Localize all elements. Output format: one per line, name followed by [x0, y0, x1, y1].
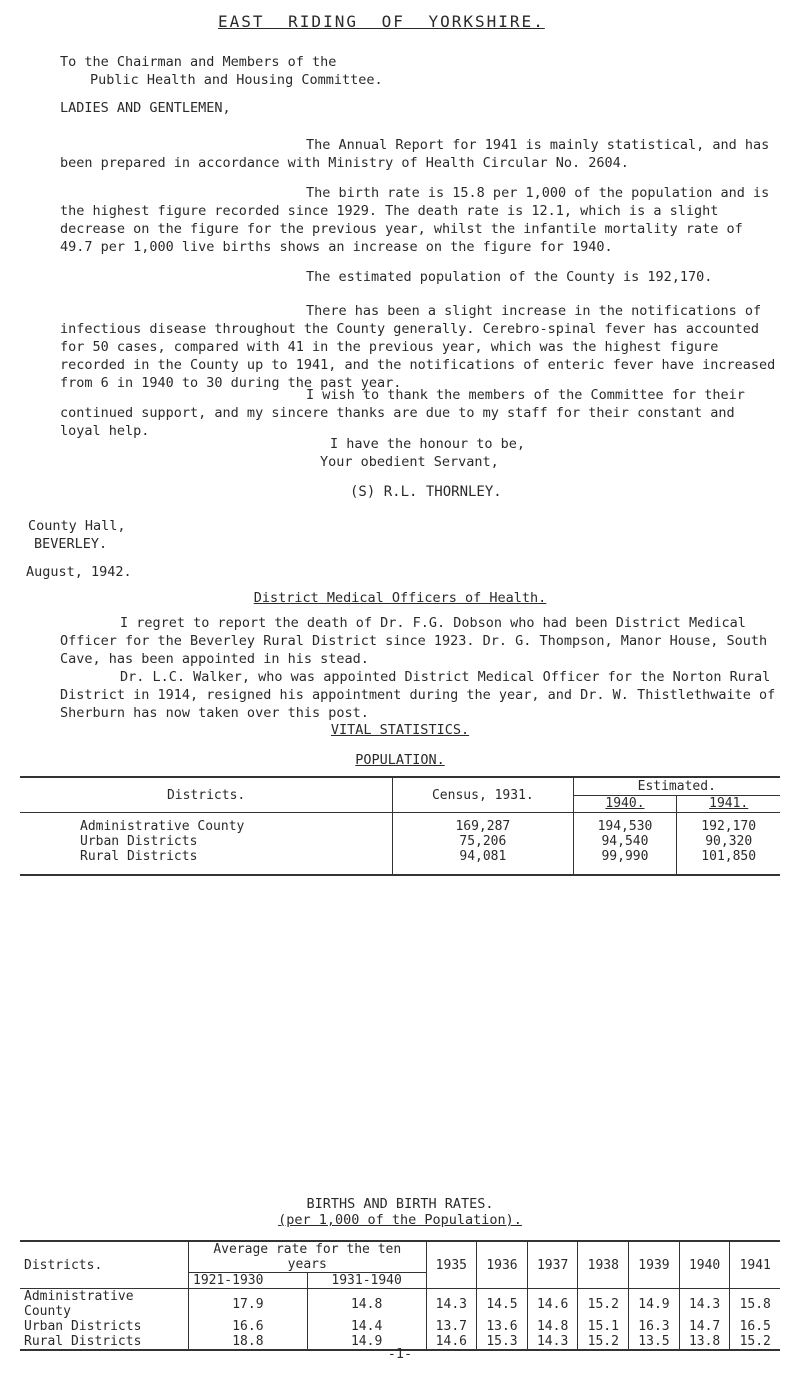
col-year-1941: 1941 — [730, 1241, 780, 1289]
table-row: Administrative County 17.9 14.8 14.3 14.5 14.6 15.2 14.9 14.3 15.8 — [20, 1289, 780, 1320]
table-row: Rural Districts 94,081 99,990 101,850 — [20, 849, 780, 875]
col-year-1939: 1939 — [629, 1241, 680, 1289]
salutation-greeting: LADIES AND GENTLEMEN, — [60, 100, 231, 116]
col-year-1940: 1940 — [679, 1241, 730, 1289]
paragraph-infectious-disease: There has been a slight increase in the notifications of infectious disease throughout the County generally. Cerebro-spinal fever has accounted for 50 cases, compared with 41 in the previous year, which was the highest figure recorded in the County up to 1941, and the notifications of enteric fever have increased from 6 in 1940 to 30 during the past year. — [60, 303, 776, 391]
col-1941: 1941. — [677, 795, 780, 812]
col-1940: 1940. — [573, 795, 677, 812]
vital-statistics-heading: VITAL STATISTICS. — [330, 722, 470, 738]
signature: (S) R.L. THORNLEY. — [350, 484, 502, 500]
paragraph-dr-dobson: I regret to report the death of Dr. F.G. Dobson who had been District Medical Officer for the Beverley Rural District since 1923. Dr. G. Thompson, Manor House, South Cave, has been appointed in his stead. — [60, 615, 768, 667]
col-census: Census, 1931. — [393, 777, 573, 813]
col-year-1935: 1935 — [426, 1241, 477, 1289]
page-number: -1- — [387, 1346, 413, 1362]
population-table — [20, 776, 780, 876]
signoff-line-2: Your obedient Servant, — [320, 454, 499, 470]
paragraph-population: The estimated population of the County is 192,170. — [306, 269, 713, 285]
table-row: Urban Districts 16.6 14.4 13.7 13.6 14.8 15.1 16.3 14.7 16.5 — [20, 1319, 780, 1334]
table-row: Administrative County 169,287 194,530 192,170 — [20, 813, 780, 835]
col-districts: Districts. — [20, 1241, 189, 1289]
district-officers-heading: District Medical Officers of Health. — [253, 590, 547, 606]
col-districts: Districts. — [20, 777, 393, 813]
address-date: August, 1942. — [26, 564, 132, 580]
col-year-1938: 1938 — [578, 1241, 629, 1289]
salutation-line-2: Public Health and Housing Committee. — [90, 72, 383, 88]
births-heading: BIRTHS AND BIRTH RATES. — [306, 1196, 494, 1212]
col-avg-1931-1940: 1931-1940 — [307, 1273, 426, 1289]
table-row: Urban Districts 75,206 94,540 90,320 — [20, 834, 780, 849]
paragraph-dr-walker: Dr. L.C. Walker, who was appointed District Medical Officer for the Norton Rural District in 1914, resigned his appointment during the year, and Dr. W. Thistlethwaite of Sherburn has now taken over this post. — [60, 669, 776, 721]
table-row: Rural Districts 18.8 14.9 14.6 15.3 14.3 15.2 13.5 13.8 15.2 — [20, 1334, 780, 1350]
col-estimated: Estimated. — [573, 777, 780, 795]
paragraph-birth-death-rates: The birth rate is 15.8 per 1,000 of the population and is the highest figure recorded since 1929. The death rate is 12.1, which is a slight decrease on the figure for the previous year, whilst the infantile mortality rate of 49.7 per 1,000 live births shows an increase on the figure for 1940. — [60, 185, 770, 255]
salutation-line-1: To the Chairman and Members of the — [60, 54, 337, 70]
address-line-1: County Hall, — [28, 518, 126, 534]
births-subheading: (per 1,000 of the Population). — [278, 1212, 522, 1228]
births-table — [20, 1240, 780, 1351]
paragraph-thanks: I wish to thank the members of the Committee for their continued support, and my sincere thanks are due to my staff for their constant and loyal help. — [60, 387, 745, 439]
paragraph-annual-report: The Annual Report for 1941 is mainly statistical, and has been prepared in accordance with Ministry of Health Circular No. 2604. — [60, 137, 770, 171]
col-avg-1921-1930: 1921-1930 — [189, 1273, 308, 1289]
col-average: Average rate for the ten years — [189, 1241, 427, 1273]
col-year-1937: 1937 — [527, 1241, 578, 1289]
page-title: EAST RIDING OF YORKSHIRE. — [218, 12, 545, 31]
signoff-line-1: I have the honour to be, — [330, 436, 526, 452]
population-heading: POPULATION. — [355, 752, 445, 768]
address-line-2: BEVERLEY. — [34, 536, 108, 552]
col-year-1936: 1936 — [477, 1241, 528, 1289]
